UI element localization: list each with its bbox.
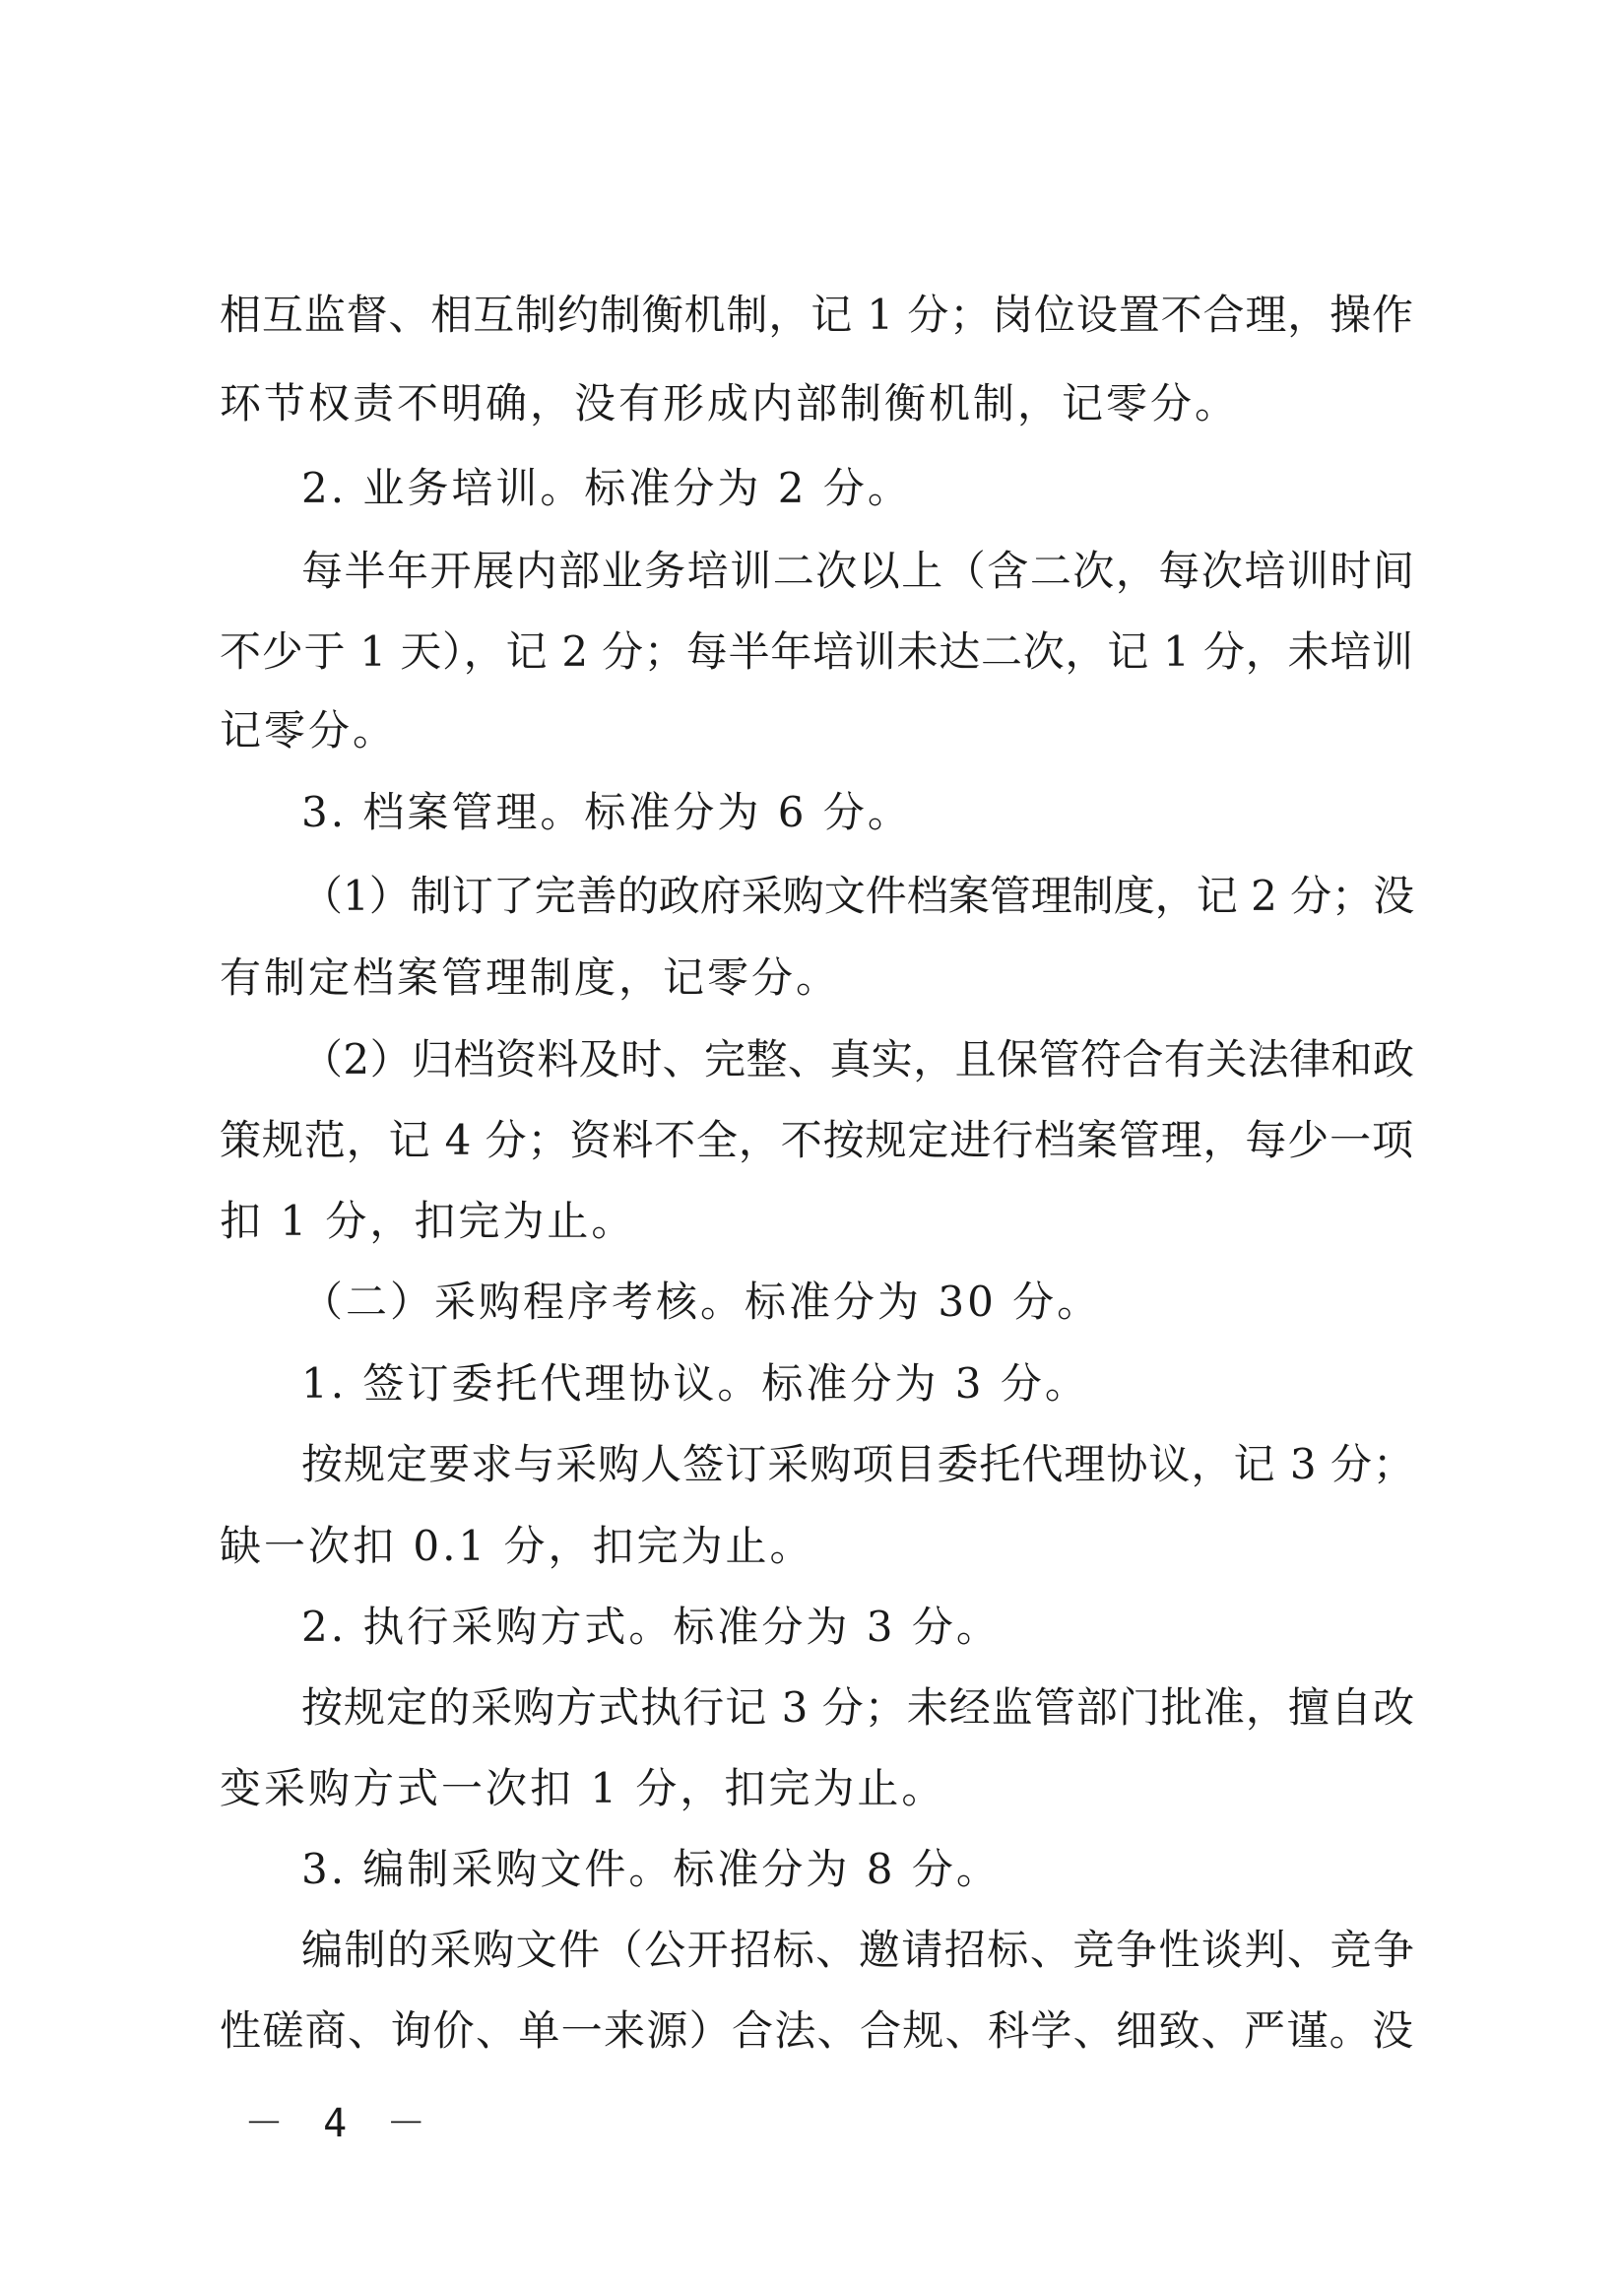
text-line-18: 按规定的采购方式执行记 3 分；未经监管部门批准，擅自改 (301, 1683, 1414, 1732)
text-line-4: 每半年开展内部业务培训二次以上（含二次，每次培训时间 (301, 547, 1414, 595)
text-line-12: 扣 1 分，扣完为止。 (220, 1197, 636, 1245)
text-line-6: 记零分。 (220, 706, 398, 754)
text-line-11: 策规范，记 4 分；资料不全，不按规定进行档案管理，每少一项 (220, 1116, 1413, 1164)
text-line-9: 有制定档案管理制度，记零分。 (220, 953, 841, 1002)
heading-business-training: 2. 业务培训。标准分为 2 分。 (301, 464, 912, 512)
heading-execute-procurement-method: 2. 执行采购方式。标准分为 3 分。 (301, 1603, 1001, 1651)
text-line-10: （2）归档资料及时、完整、真实，且保管符合有关法律和政 (301, 1035, 1414, 1083)
text-line-15: 按规定要求与采购人签订采购项目委托代理协议，记 3 分； (301, 1440, 1414, 1488)
text-line-5: 不少于 1 天），记 2 分；每半年培训未达二次，记 1 分，未培训 (220, 627, 1413, 676)
text-line-19: 变采购方式一次扣 1 分，扣完为止。 (220, 1764, 946, 1812)
text-line-2: 环节权责不明确，没有形成内部制衡机制，记零分。 (220, 379, 1240, 427)
text-line-22: 性磋商、询价、单一来源）合法、合规、科学、细致、严谨。没 (220, 2006, 1413, 2055)
page-number: － 4 － (244, 2101, 434, 2146)
heading-archive-management: 3. 档案管理。标准分为 6 分。 (301, 788, 912, 836)
text-line-8: （1）制订了完善的政府采购文件档案管理制度，记 2 分；没 (301, 872, 1415, 920)
heading-sign-agency-agreement: 1. 签订委托代理协议。标准分为 3 分。 (301, 1359, 1089, 1408)
text-line-1: 相互监督、相互制约制衡机制，记 1 分；岗位设置不合理，操作 (220, 291, 1413, 339)
heading-procurement-procedure: （二）采购程序考核。标准分为 30 分。 (301, 1278, 1102, 1326)
heading-prepare-procurement-documents: 3. 编制采购文件。标准分为 8 分。 (301, 1845, 1001, 1893)
text-line-16: 缺一次扣 0.1 分，扣完为止。 (220, 1522, 814, 1570)
text-line-21: 编制的采购文件（公开招标、邀请招标、竞争性谈判、竞争 (301, 1926, 1414, 1974)
